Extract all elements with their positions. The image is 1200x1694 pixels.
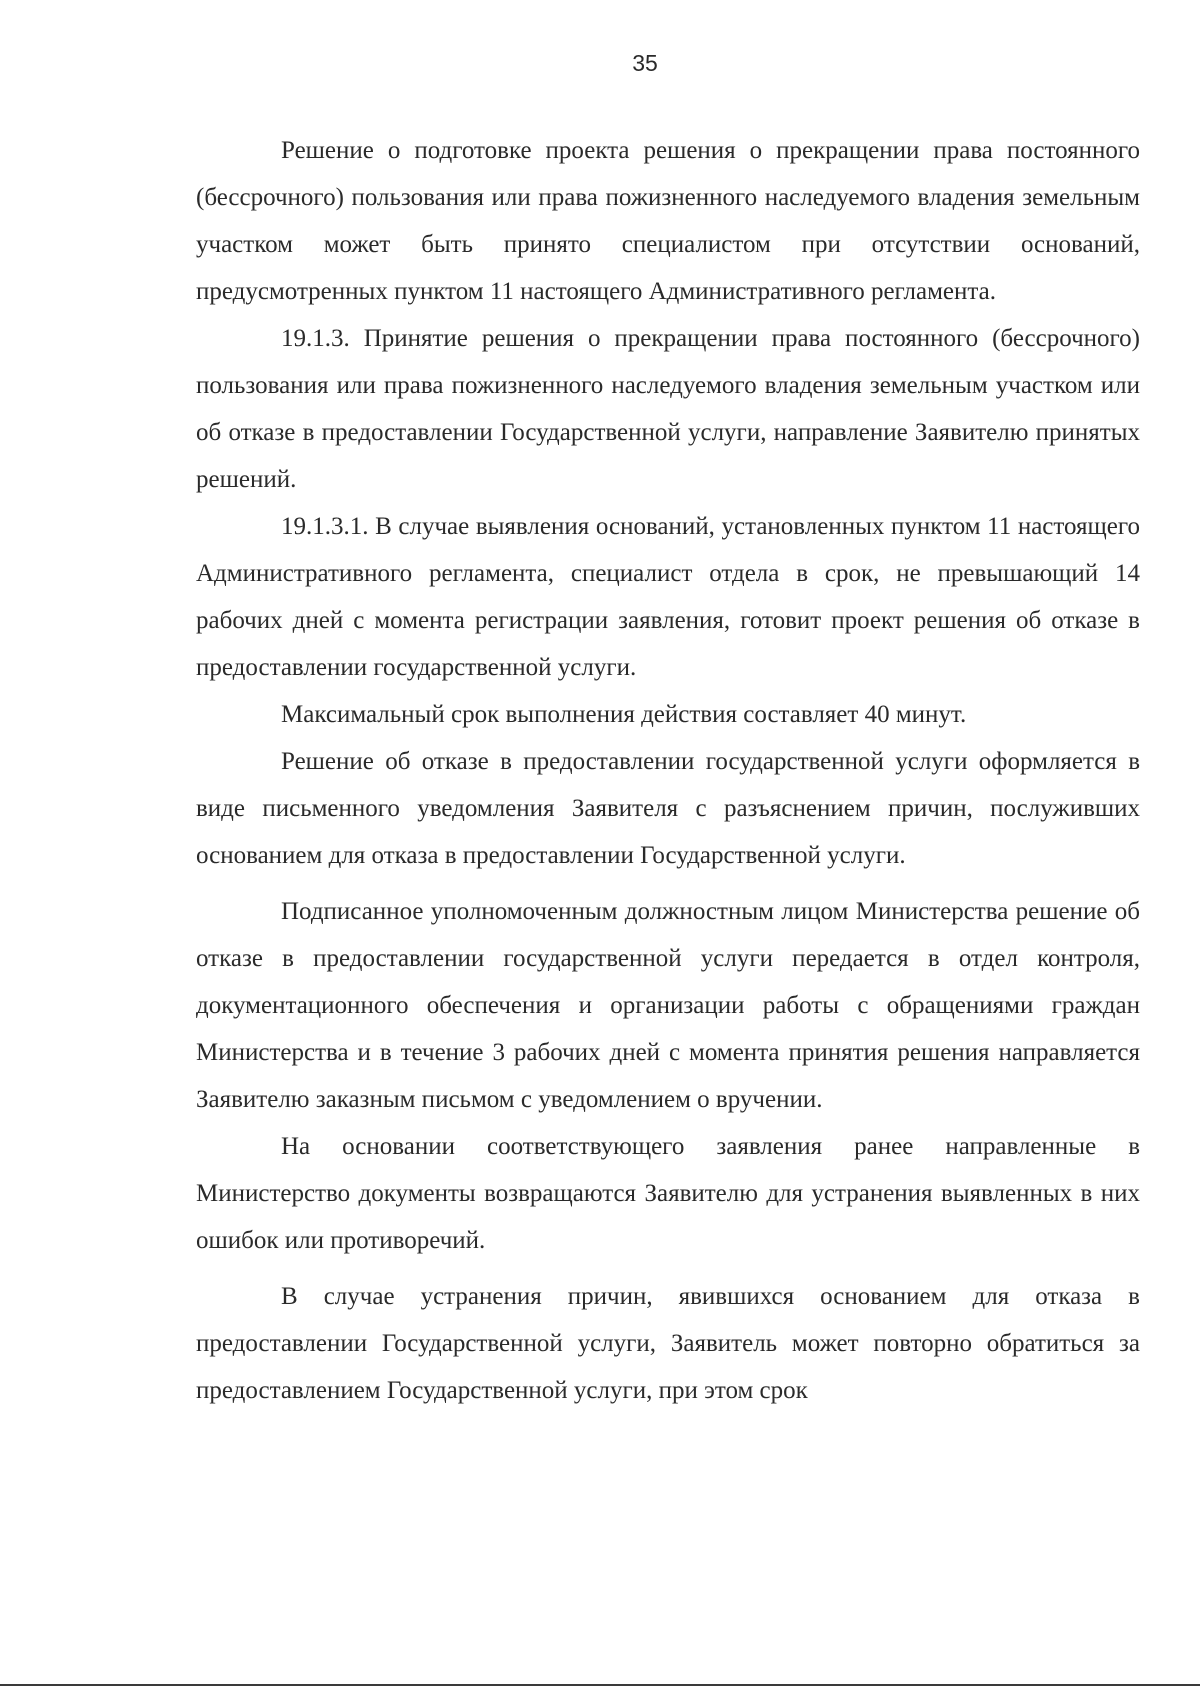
- paragraph-max-time: Максимальный срок выполнения действия составляет 40 минут.: [281, 701, 967, 728]
- paragraph-refusal-form: Решение об отказе в предоставлении государственной услуги оформляется в виде письменного уведомления Заявителя с разъяснением причин, послуживших основанием для отказа в предоставлении Государственной услуги.: [196, 748, 1140, 869]
- paragraph-19-1-3: 19.1.3. Принятие решения о прекращении права постоянного (бессрочного) пользования или права пожизненного наследуемого владения земельным участком или об отказе в предоставлении Государственной услуги, направление Заявителю принятых решений.: [196, 325, 1140, 493]
- paragraph-signed-refusal: Подписанное уполномоченным должностным лицом Министерства решение об отказе в предоставлении государственной услуги передается в отдел контроля, документационного обеспечения и организации работы с обращениями граждан Министерства и в течение 3 рабочих дней с момента принятия решения направляется Заявителю заказным письмом с уведомлением о вручении.: [196, 898, 1140, 1113]
- bottom-edge-line: [0, 1684, 1200, 1686]
- paragraph-repeat-application: В случае устранения причин, явившихся основанием для отказа в предоставлении Государственной услуги, Заявитель может повторно обратиться за предоставлением Государственной услуги, при этом срок: [196, 1283, 1140, 1404]
- paragraph-19-1-3-1: 19.1.3.1. В случае выявления оснований, установленных пунктом 11 настоящего Административного регламента, специалист отдела в срок, не превышающий 14 рабочих дней с момента регистрации заявления, готовит проект решения об отказе в предоставлении государственной услуги.: [196, 513, 1140, 681]
- document-body: [196, 127, 1140, 1414]
- paragraph-documents-return: На основании соответствующего заявления ранее направленные в Министерство документы возвращаются Заявителю для устранения выявленных в них ошибок или противоречий.: [196, 1133, 1140, 1254]
- paragraph-decision-preparation: Решение о подготовке проекта решения о прекращении права постоянного (бессрочного) пользования или права пожизненного наследуемого владения земельным участком может быть принято специалистом при отсутствии оснований, предусмотренных пунктом 11 настоящего Административного регламента.: [196, 137, 1140, 305]
- page-number: 35: [632, 50, 658, 76]
